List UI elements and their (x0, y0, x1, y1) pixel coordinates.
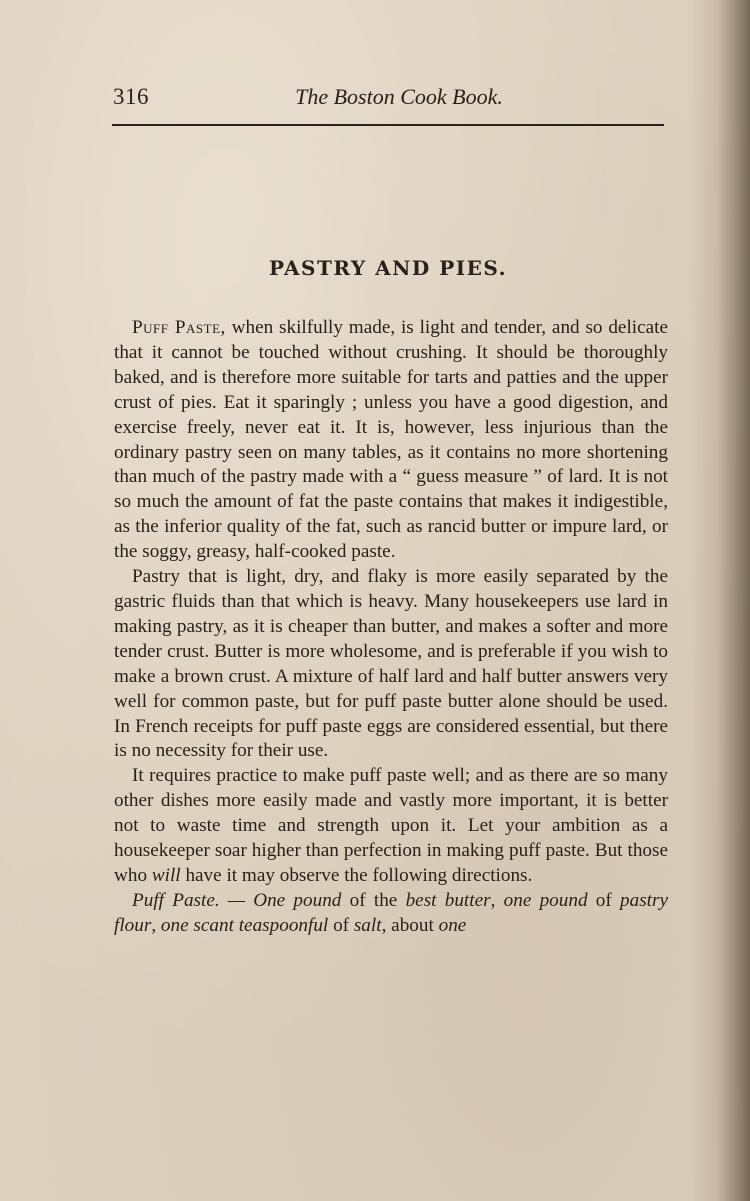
section-title: PASTRY AND PIES. (268, 256, 508, 280)
paragraph-recipe (114, 889, 668, 939)
body-text (114, 316, 668, 939)
paragraph-text: have it may observe the following directions. (180, 864, 533, 886)
paragraph-text: It requires practice to make puff paste well; and as there are so many other dishes more easily made and vastly more important, it is better not to waste time and strength upon it. Let your ambition as a housekeeper soar higher than perfection in making puff paste. But those who (114, 765, 668, 886)
paragraph-text: of the (341, 889, 406, 911)
paragraph-pastry-light: Pastry that is light, dry, and flaky is more easily separated by the gastric fluids than that which is heavy. Many housekeepers use lard in making pastry, as it is cheaper than butter, and makes a softer and more tender crust. Butter is more wholesome, and is preferable if you wish to make a brown crust. A mixture of half lard and half butter answers very well for common paste, but for puff paste butter alone should be used. In French receipts for puff paste eggs are considered essential, but there is no necessity for their use. (114, 566, 668, 762)
running-title: The Boston Cook Book. (295, 84, 503, 109)
paragraph-lead: Puff Paste, (132, 317, 226, 338)
ingredient: best butter (405, 889, 491, 911)
ingredient-quantity: One pound (253, 889, 342, 911)
ingredient-quantity: one (438, 914, 467, 936)
paragraph-text: of (587, 889, 621, 911)
ingredient-quantity: one pound (503, 889, 588, 911)
paragraph-text: , (151, 914, 161, 936)
page-edge-shadow (690, 0, 750, 1201)
recipe-title: Puff Paste. (132, 889, 220, 911)
ingredient: pastry flour (114, 889, 668, 936)
header-rule (112, 124, 664, 126)
paragraph-puff-paste-intro (114, 316, 668, 565)
page-header (113, 84, 665, 124)
paragraph-text: , (490, 889, 504, 911)
dash: — (219, 889, 254, 911)
paragraph-text: , about (381, 914, 439, 936)
ingredient: salt (353, 914, 382, 936)
emphasis-will: will (151, 864, 181, 886)
paragraph-practice (114, 764, 668, 889)
paragraph-text: when skilfully made, is light and tender, and so delicate that it cannot be touched without crushing. It should be thoroughly baked, and is therefore more suitable for tarts and patties and the upper crust of pies. Eat it sparingly ; unless you have a good digestion, and exercise freely, never eat it. It is, however, less injurious than the ordinary pastry seen on many tables, as it contains no more shortening than much of the pastry made with a “ guess measure ” of lard. It is not so much the amount of fat the paste contains that makes it indigestible, as the inferior quality of the fat, such as rancid butter or impure lard, or the soggy, greasy, half-cooked paste. (114, 317, 668, 563)
page-number: 316 (113, 84, 149, 109)
paragraph-text: of (328, 914, 354, 936)
ingredient-quantity: one scant teaspoonful (160, 914, 329, 936)
